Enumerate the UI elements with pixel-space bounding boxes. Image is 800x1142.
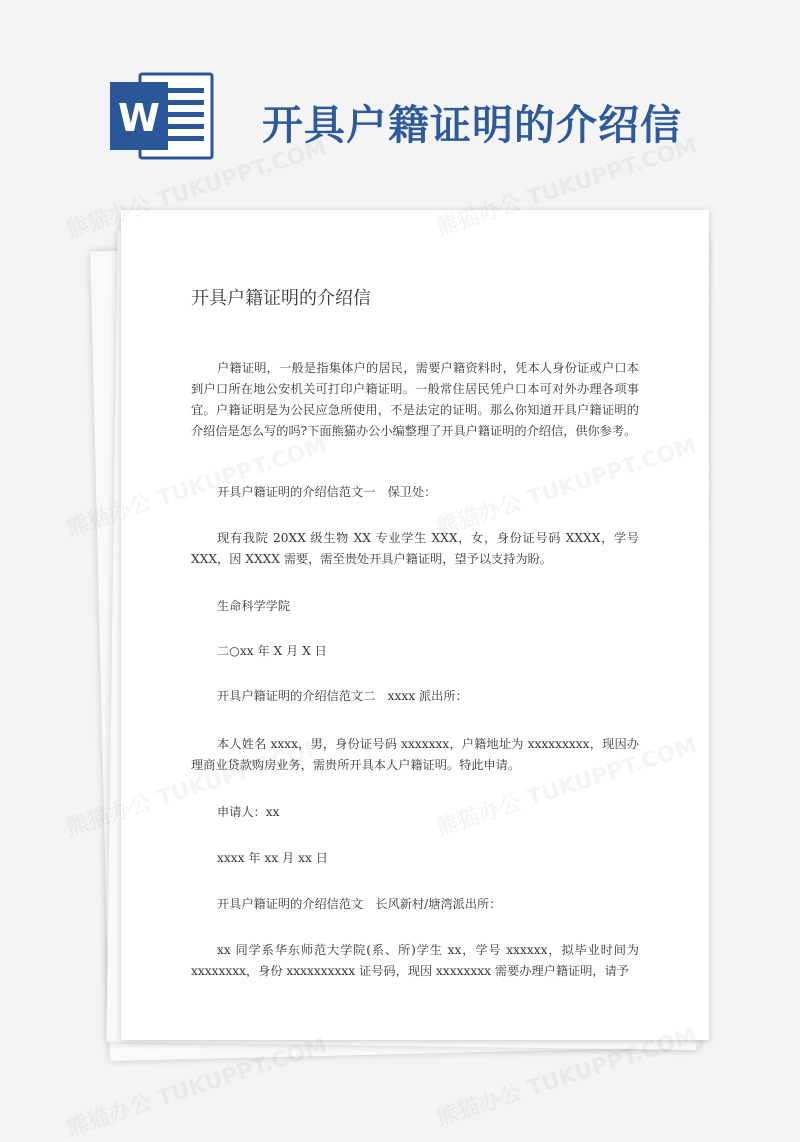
sample-two-heading: 开具户籍证明的介绍信范文二 xxxx 派出所： <box>217 689 468 703</box>
sample-one-date: 二○xx 年 X 月 X 日 <box>217 644 327 658</box>
header-title: 开具户籍证明的介绍信 <box>262 101 682 149</box>
sample-one-signature: 生命科学学院 <box>217 599 291 613</box>
word-icon-letter: W <box>118 96 160 140</box>
document-title: 开具户籍证明的介绍信 <box>191 288 371 309</box>
page-header <box>0 0 800 200</box>
sample-three-heading: 开具户籍证明的介绍信范文 长风新村/塘湾派出所： <box>217 897 502 911</box>
sample-one-body: 现有我院 20XX 级生物 XX 专业学生 XXX，女，身份证号码 XXXX，学号 XXX，因 XXXX 需要，需至贵处开具户籍证明，望予以支持为盼。 <box>191 531 639 566</box>
sample-three-body: xx 同学系华东师范大学院(系、所)学生 xx，学号 xxxxxx，拟毕业时间为 xxxxxxxx，身份 xxxxxxxxxx 证号码，现因 xxxxxxxx 需要办理户籍证明，请予 <box>191 943 639 978</box>
sample-two-date: xxxx 年 xx 月 xx 日 <box>217 851 328 865</box>
word-icon <box>110 70 214 162</box>
sample-two-applicant: 申请人：xx <box>217 805 280 819</box>
sample-two-body: 本人姓名 xxxx，男，身份证号码 xxxxxxx，户籍地址为 xxxxxxxxx，现因办理商业贷款购房业务，需贵所开具本人户籍证明。特此申请。 <box>191 737 639 772</box>
document-page <box>121 210 709 1040</box>
intro-paragraph: 户籍证明，一般是指集体户的居民，需要户籍资料时，凭本人身份证或户口本到户口所在地公安机关可打印户籍证明。一般常住居民凭户口本可对外办理各项事宜。户籍证明是为公民应急所使用，不是法定的证明。那么你知道开具户籍证明的介绍信是怎么写的吗?下面熊猫办公小编整理了开具户籍证明的介绍信，供你参考。 <box>191 361 639 438</box>
sample-one-heading: 开具户籍证明的介绍信范文一 保卫处： <box>217 485 437 499</box>
